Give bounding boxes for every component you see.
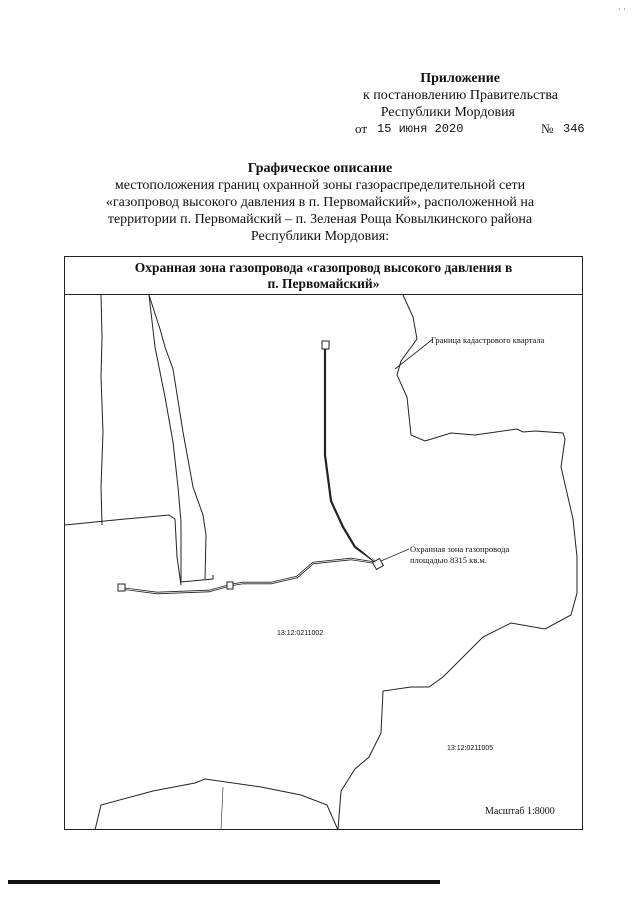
map-title-line-1: Охранная зона газопровода «газопровод высокого давления в — [134, 260, 513, 275]
bottom-rule — [8, 880, 440, 884]
parcel-boundary-strip — [149, 295, 213, 582]
appendix-line-1: к постановлению Правительства — [362, 88, 558, 103]
pipeline-zone-vertical-inner — [328, 347, 377, 563]
map-scale: Масштаб 1:8000 — [485, 806, 555, 817]
pipeline-end-west — [118, 584, 125, 591]
date-prefix: от — [355, 121, 368, 136]
zone-label-line-1: Охранная зона газопровода — [410, 544, 510, 554]
number-sign: № — [541, 121, 554, 136]
zone-label-line-2: площадью 8315 кв.м. — [410, 555, 487, 565]
map-frame — [64, 256, 583, 830]
pipeline-zone-horizontal-inner — [119, 559, 377, 593]
pipeline-zone-horizontal — [119, 559, 377, 593]
corner-mark: · · — [617, 4, 626, 14]
cadastral-quarter-label-2: 13:12:0211005 — [447, 745, 494, 752]
appendix-line-2: Республики Мордовия — [380, 105, 515, 120]
south-boundary — [95, 779, 338, 830]
parcel-boundary-left — [101, 295, 103, 525]
description-line-2: «газопровод высокого давления в п. Первомайский», расположенной на — [105, 195, 535, 210]
parcel-boundary-strip-right — [149, 295, 206, 579]
cadastral-quarter-label-1: 13:12:0211002 — [277, 630, 324, 637]
zone-area-label — [410, 544, 570, 566]
map-title — [65, 257, 582, 295]
pipeline-end-north — [322, 341, 329, 349]
parcel-boundary-west — [65, 515, 181, 585]
description-line-3: территории п. Первомайский – п. Зеленая Роща Ковылкинского района — [107, 212, 533, 227]
south-inner-line — [221, 787, 223, 830]
description-title: Графическое описание — [247, 161, 393, 176]
description-block — [60, 160, 580, 245]
description-line-4: Республики Мордовия: — [250, 229, 390, 244]
date-value: 15 июня 2020 — [377, 122, 464, 136]
appendix-title: Приложение — [420, 71, 500, 86]
cadastral-border-label: Граница кадастрового квартала — [431, 335, 545, 345]
number-value: 346 — [563, 122, 585, 136]
pipeline-zone-vertical — [325, 347, 377, 563]
zone-pointer — [381, 549, 409, 561]
pipeline-node-mid — [227, 582, 233, 589]
description-line-1: местоположения границ охранной зоны газораспределительной сети — [114, 178, 526, 193]
map-title-line-2: п. Первомайский» — [267, 276, 380, 291]
